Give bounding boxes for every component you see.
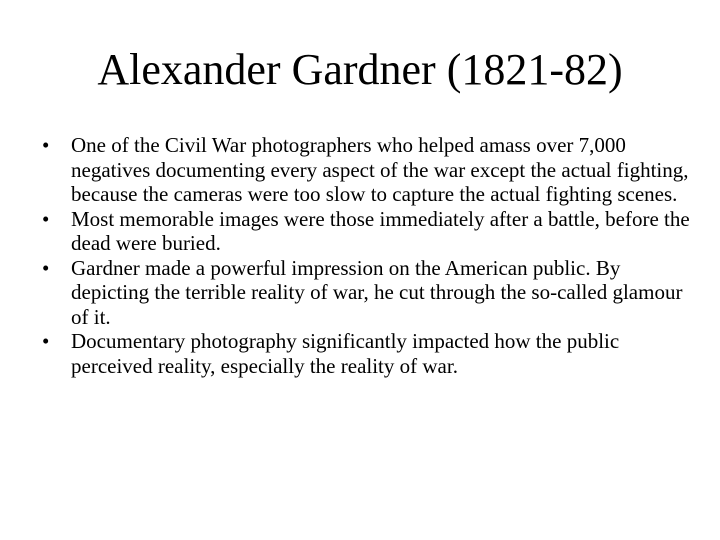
slide-title: Alexander Gardner (1821-82)	[97, 45, 623, 94]
bullet-item	[42, 256, 692, 330]
bullet-icon: •	[42, 329, 50, 353]
bullet-icon: •	[42, 206, 50, 231]
bullet-list	[42, 133, 692, 378]
bullet-item	[42, 207, 692, 256]
bullet-item	[42, 329, 692, 378]
bullet-text: Gardner made a powerful impression on the American public. By depicting the terrible reality of war, he cut through the so-called glamour of it.	[71, 255, 683, 329]
bullet-text: Most memorable images were those immediately after a battle, before the dead were buried.	[71, 206, 690, 255]
bullet-icon: •	[42, 133, 50, 157]
bullet-item	[42, 133, 692, 207]
bullet-text: One of the Civil War photographers who helped amass over 7,000 negatives documenting every aspect of the war except the actual fighting, because the cameras were too slow to capture the actual fighting scenes.	[71, 133, 689, 206]
bullet-icon: •	[42, 255, 50, 280]
bullet-text: Documentary photography significantly impacted how the public perceived reality, especially the reality of war.	[71, 329, 620, 378]
